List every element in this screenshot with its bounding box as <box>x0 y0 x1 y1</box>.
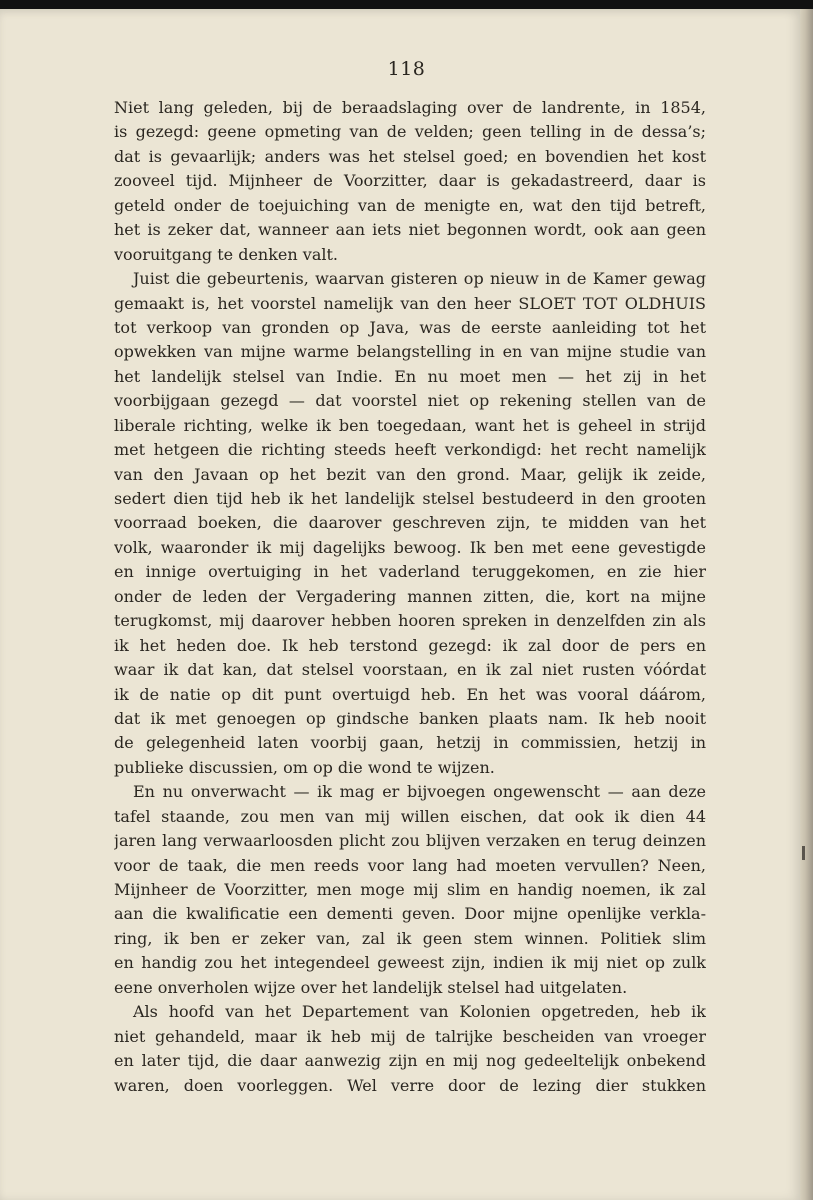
text-line: Als hoofd van het Departement van Kolonien opgetreden, heb ik <box>133 1002 706 1022</box>
text-line: voor de taak, die men reeds voor lang had moeten vervullen? Neen, <box>114 855 706 875</box>
text-line: Niet lang geleden, bij de beraadslaging over de landrente, in 1854, <box>114 98 706 117</box>
text-line: vooruitgang te denken valt. <box>114 244 338 264</box>
text-line: dat ik met genoegen op gindsche banken plaats nam. Ik heb nooit <box>114 708 706 728</box>
body-text <box>114 96 706 1098</box>
text-line: en handig zou het integendeel geweest zijn, indien ik mij niet op zulk <box>114 953 706 973</box>
text-line: aan die kwalificatie een dementi geven. Door mijne openlijke verkla- <box>114 904 706 924</box>
text-line: liberale richting, welke ik ben toegedaan, want het is geheel in strijd <box>114 415 706 435</box>
page-edge-mark <box>802 846 805 860</box>
text-line: waar ik dat kan, dat stelsel voorstaan, en ik zal niet rusten vóórdat <box>114 660 706 680</box>
text-line: opwekken van mijne warme belangstelling in en van mijne studie van <box>114 342 706 362</box>
text-line: geteld onder de toejuiching van de menigte en, wat den tijd betreft, <box>114 195 706 215</box>
text-line: onder de leden der Vergadering mannen zitten, die, kort na mijne <box>114 586 706 606</box>
text-line: ik het heden doe. Ik heb terstond gezegd: ik zal door de pers en <box>114 635 706 655</box>
text-line: terugkomst, mij daarover hebben hooren spreken in denzelfden zin als <box>114 611 706 631</box>
text-line: en later tijd, die daar aanwezig zijn en mij nog gedeeltelijk onbekend <box>114 1051 706 1071</box>
text-line: tafel staande, zou men van mij willen eischen, dat ook ik dien 44 <box>114 806 706 826</box>
text-line: gemaakt is, het voorstel namelijk van den heer SLOET TOT OLDHUIS <box>114 293 706 313</box>
text-line: ik de natie op dit punt overtuigd heb. En het was vooral dáárom, <box>114 684 706 704</box>
text-line: Juist die gebeurtenis, waarvan gisteren op nieuw in de Kamer gewag <box>133 269 706 289</box>
text-line: is gezegd: geene opmeting van de velden; geen telling in de dessa’s; <box>114 122 706 142</box>
text-line: tot verkoop van gronden op Java, was de eerste aanleiding tot het <box>114 317 706 337</box>
page-edge <box>800 9 813 1200</box>
page-number: 118 <box>387 58 426 80</box>
text-line: met hetgeen die richting steeds heeft verkondigd: het recht namelijk <box>114 440 706 460</box>
text-line: niet gehandeld, maar ik heb mij de talrijke bescheiden van vroeger <box>114 1026 706 1046</box>
text-line: van den Javaan op het bezit van den grond. Maar, gelijk ik zeide, <box>114 464 706 484</box>
text-line: publieke discussien, om op die wond te wijzen. <box>114 757 495 777</box>
text-line: zooveel tijd. Mijnheer de Voorzitter, daar is gekadastreerd, daar is <box>114 171 706 191</box>
text-line: sedert dien tijd heb ik het landelijk stelsel bestudeerd in den grooten <box>114 489 706 508</box>
text-line: eene onverholen wijze over het landelijk stelsel had uitgelaten. <box>114 977 628 997</box>
text-line: voorraad boeken, die daarover geschreven zijn, te midden van het <box>114 513 706 533</box>
text-line: jaren lang verwaarloosden plicht zou blijven verzaken en terug deinzen <box>114 831 706 851</box>
text-line: de gelegenheid laten voorbij gaan, hetzij in commissien, hetzij in <box>114 733 706 753</box>
text-line: het landelijk stelsel van Indie. En nu moet men — het zij in het <box>114 366 706 386</box>
top-border <box>0 0 813 9</box>
text-line: ring, ik ben er zeker van, zal ik geen stem winnen. Politiek slim <box>114 928 706 948</box>
text-line: Mijnheer de Voorzitter, men moge mij slim en handig noemen, ik zal <box>114 880 706 899</box>
text-line: het is zeker dat, wanneer aan iets niet begonnen wordt, ook aan geen <box>114 220 706 240</box>
text-line: volk, waaronder ik mij dagelijks bewoog. Ik ben met eene gevestigde <box>114 537 706 557</box>
text-line: en innige overtuiging in het vaderland teruggekomen, en zie hier <box>114 562 706 582</box>
text-line: En nu onverwacht — ik mag er bijvoegen ongewenscht — aan deze <box>133 782 706 802</box>
text-line: waren, doen voorleggen. Wel verre door de lezing dier stukken <box>114 1075 706 1095</box>
text-line: voorbijgaan gezegd — dat voorstel niet op rekening stellen van de <box>114 391 706 411</box>
text-line: dat is gevaarlijk; anders was het stelsel goed; en bovendien het kost <box>114 146 706 166</box>
